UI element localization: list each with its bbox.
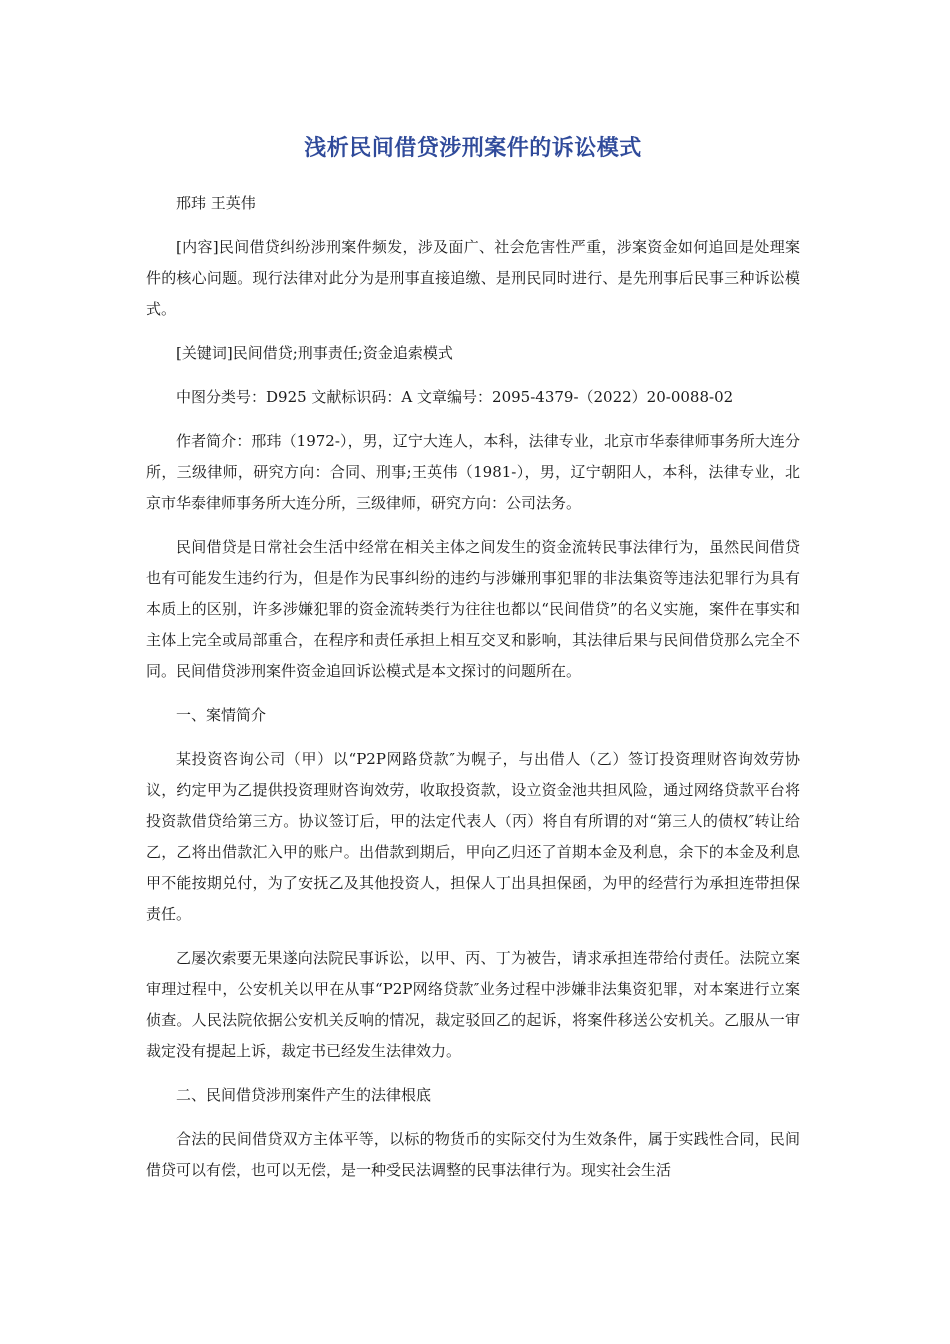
document-title: 浅析民间借贷涉刑案件的诉讼模式 [304,136,642,161]
legal-basis-paragraph: 合法的民间借贷双方主体平等，以标的物货币的实际交付为生效条件，属于实践性合同，民间借贷可以有偿，也可以无偿，是一种受民法调整的民事法律行为。现实社会生活 [146,1130,800,1179]
author-names: 邢玮 王英伟 [176,194,256,212]
section-heading-case-summary: 一、案情简介 [176,706,267,724]
keywords-paragraph: [关键词]民间借贷;刑事责任;资金追索模式 [176,344,453,362]
classification-line: 中图分类号：D925 文献标识码：A 文章编号：2095-4379-（2022）20-0088-02 [176,388,734,406]
intro-paragraph: 民间借贷是日常社会生活中经常在相关主体之间发生的资金流转民事法律行为，虽然民间借贷也有可能发生违约行为，但是作为民事纠纷的违约与涉嫌刑事犯罪的非法集资等违法犯罪行为具有本质上的区别，许多涉嫌犯罪的资金流转类行为往往也都以“民间借贷”的名义实施，案件在事实和主体上完全或局部重合，在程序和责任承担上相互交叉和影响，其法律后果与民间借贷那么完全不同。民间借贷涉刑案件资金追回诉讼模式是本文探讨的问题所在。 [146,538,800,680]
document-page [146,132,800,1199]
case-paragraph-1: 某投资咨询公司（甲）以“P2P网路贷款″为幌子，与出借人（乙）签订投资理财咨询效劳协议，约定甲为乙提供投资理财咨询效劳，收取投资款，设立资金池共担风险，通过网络贷款平台将投资款借贷给第三方。协议签订后，甲的法定代表人（丙）将自有所谓的对“第三人的债权″转让给乙，乙将出借款汇入甲的账户。出借款到期后，甲向乙归还了首期本金及利息，余下的本金及利息甲不能按期兑付，为了安抚乙及其他投资人，担保人丁出具担保函，为甲的经营行为承担连带担保责任。 [146,750,800,923]
abstract-paragraph: [内容]民间借贷纠纷涉刑案件频发，涉及面广、社会危害性严重，涉案资金如何追回是处理案件的核心问题。现行法律对此分为是刑事直接追缴、是刑民同时进行、是先刑事后民事三种诉讼模式。 [146,238,800,318]
author-intro-paragraph: 作者简介：邢玮（1972-），男，辽宁大连人，本科，法律专业，北京市华泰律师事务所大连分所，三级律师，研究方向：合同、刑事;王英伟（1981-），男，辽宁朝阳人，本科，法律专业，北京市华泰律师事务所大连分所，三级律师，研究方向：公司法务。 [146,432,800,512]
section-heading-legal-basis: 二、民间借贷涉刑案件产生的法律根底 [176,1086,432,1104]
case-paragraph-2: 乙屡次索要无果遂向法院民事诉讼，以甲、丙、丁为被告，请求承担连带给付责任。法院立案审理过程中，公安机关以甲在从事“P2P网络贷款″业务过程中涉嫌非法集资犯罪，对本案进行立案侦查。人民法院依据公安机关反响的情况，裁定驳回乙的起诉，将案件移送公安机关。乙服从一审裁定没有提起上诉，裁定书已经发生法律效力。 [146,949,800,1060]
